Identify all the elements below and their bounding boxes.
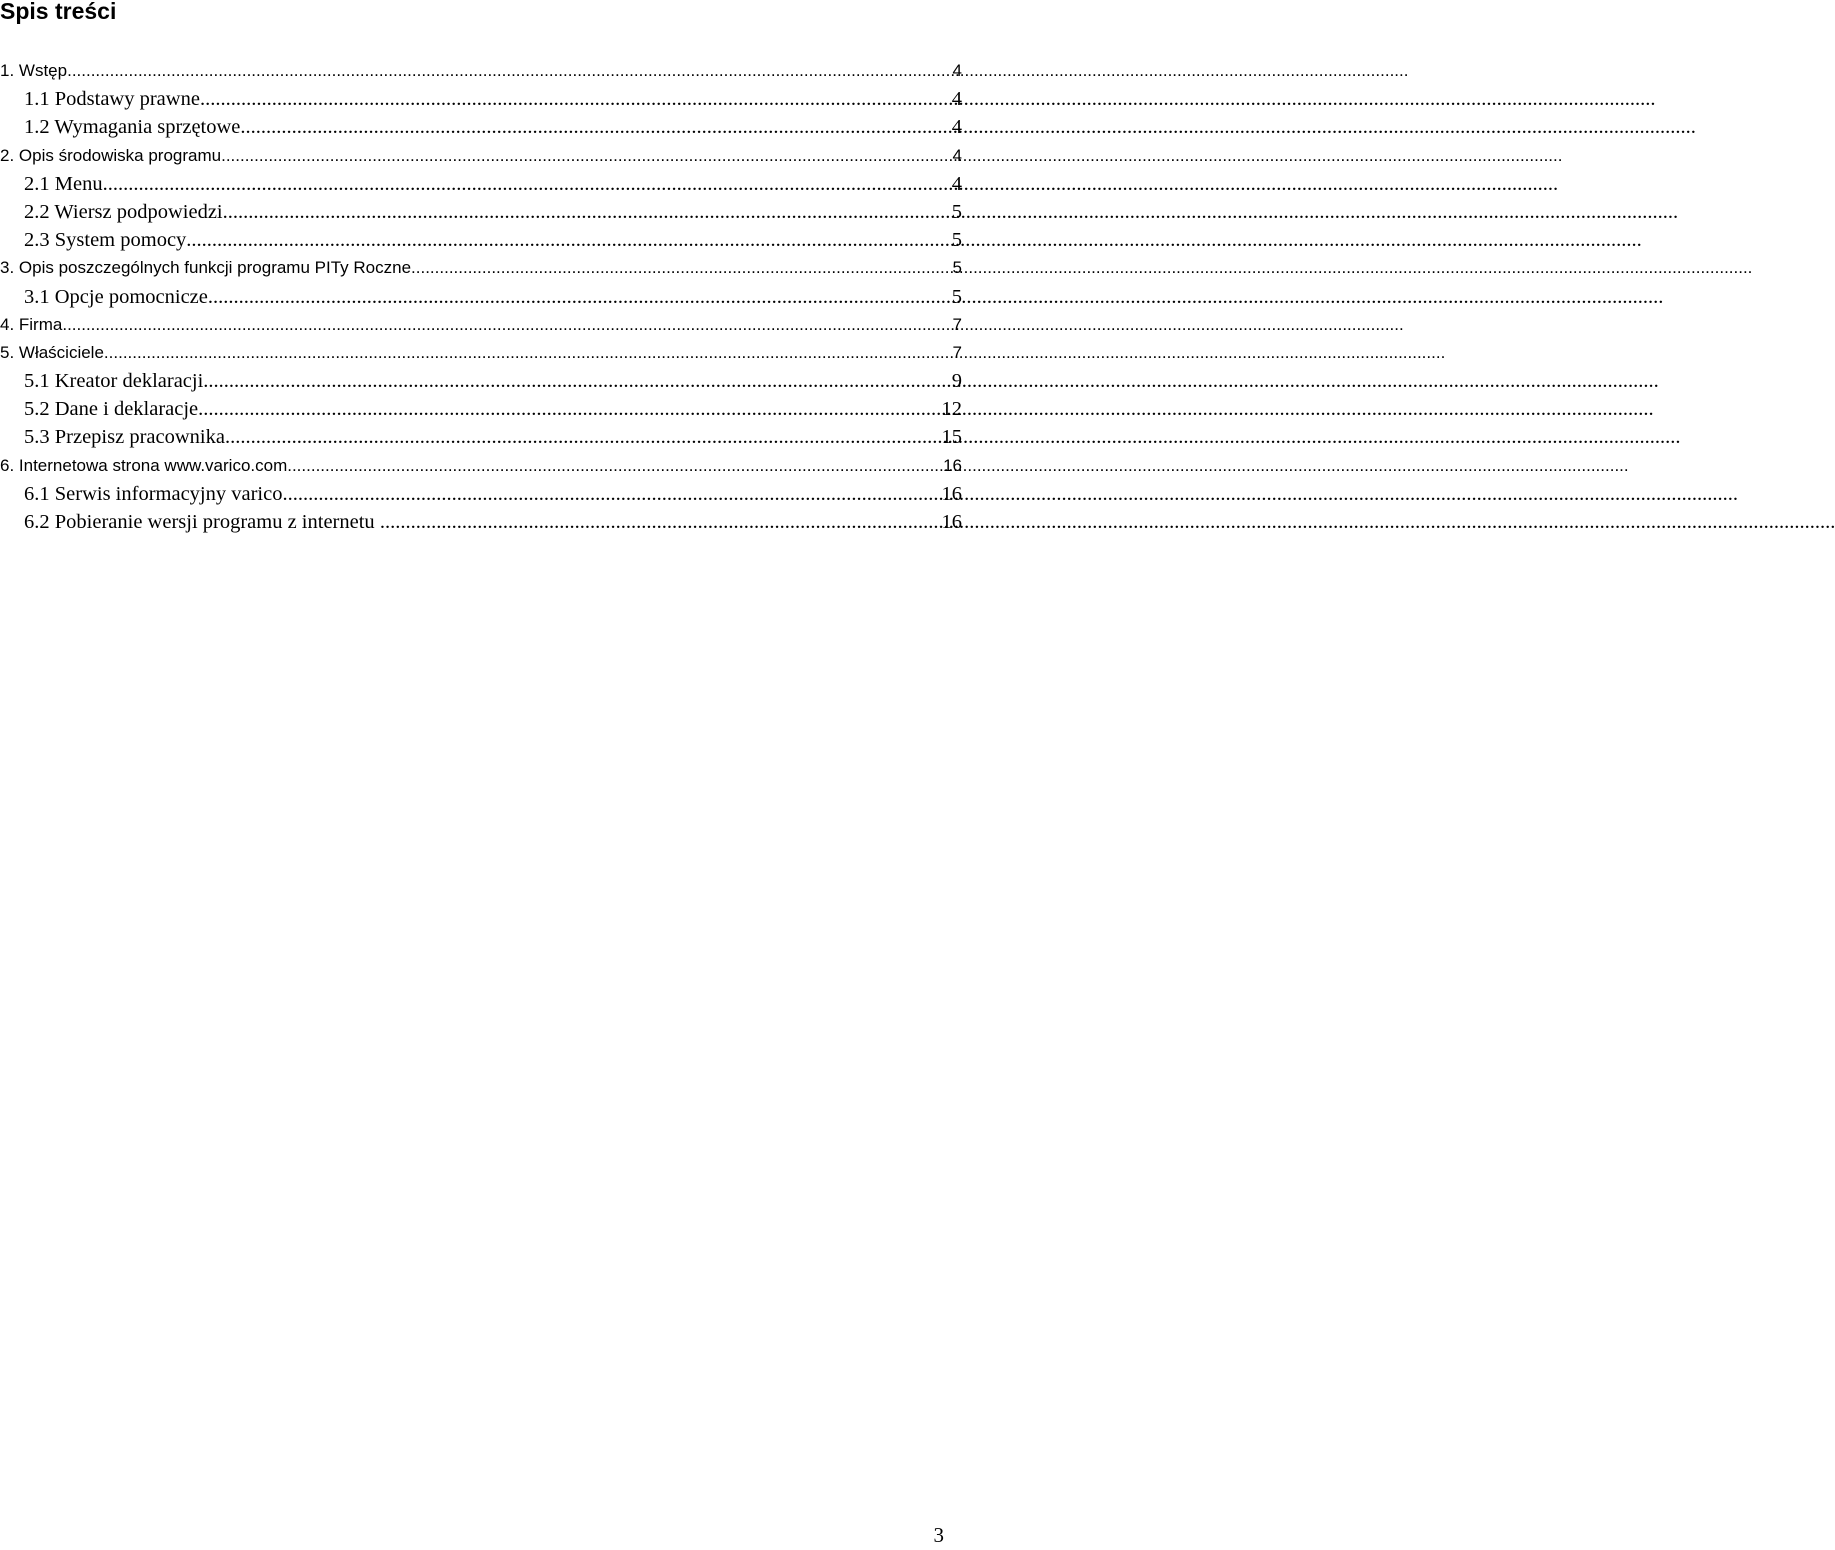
toc-entry[interactable]	[0, 367, 962, 395]
toc-entry-title: 2. Opis środowiska programu	[0, 145, 222, 165]
toc-entry-title: 1. Wstęp	[0, 61, 68, 80]
toc-dot-leader	[62, 311, 952, 339]
toc-dot-leader	[287, 452, 943, 480]
toc-entry-page: 9	[951, 370, 962, 393]
toc-entry-page: 4	[951, 116, 962, 139]
toc-entry-page: 4	[952, 61, 962, 80]
toc-entry-page: 16	[943, 455, 962, 475]
toc-entry-title: 1.2 Wymagania sprzętowe	[24, 116, 241, 139]
toc-title: Spis treści	[0, 0, 117, 24]
toc-entry-page: 15	[941, 426, 962, 449]
toc-entry-title: 2.1 Menu	[24, 172, 103, 195]
toc-entry-page: 7	[952, 314, 962, 334]
toc-dot-leader	[411, 254, 953, 282]
toc-entry-page: 16	[941, 482, 962, 505]
toc-entry[interactable]	[0, 283, 962, 311]
toc-entry-page: 4	[952, 145, 962, 165]
toc-dot-leader	[200, 85, 952, 113]
toc-entry[interactable]	[0, 198, 962, 226]
toc-entry-page: 12	[941, 398, 962, 421]
toc-entry[interactable]	[0, 339, 962, 367]
toc-dot-leader	[225, 423, 942, 451]
toc-entry-title: 5.3 Przepisz pracownika	[24, 426, 225, 449]
toc-entry-title: 2.2 Wiersz podpowiedzi	[24, 200, 223, 223]
toc-entry-title: 3.1 Opcje pomocnicze	[24, 285, 208, 308]
toc-dot-leader	[240, 113, 951, 141]
toc-dot-leader	[380, 508, 942, 536]
toc-entry[interactable]	[0, 254, 962, 282]
toc-dot-leader	[103, 170, 952, 198]
toc-dot-leader	[203, 367, 951, 395]
toc-entry-title: 3. Opis poszczególnych funkcji programu PITy Roczne	[0, 258, 412, 278]
toc-entry-page: 5	[951, 229, 962, 252]
toc-entry[interactable]	[0, 57, 962, 85]
toc-entry-title: 1.1 Podstawy prawne	[24, 88, 200, 111]
toc-entry-title: 5. Właściciele	[0, 342, 104, 362]
toc-entry-page: 5	[951, 285, 962, 308]
toc-dot-leader	[221, 142, 952, 170]
page-number: 3	[933, 1523, 944, 1547]
toc-entry-page: 4	[951, 88, 962, 111]
toc-entry-title: 5.2 Dane i deklaracje	[24, 398, 199, 421]
toc-entry-title: 5.1 Kreator deklaracji	[24, 370, 204, 393]
toc-entry-page: 5	[952, 258, 962, 278]
toc-entry-title: 6.1 Serwis informacyjny varico	[24, 482, 283, 505]
toc-entry-title: 6. Internetowa strona www.varico.com	[0, 455, 288, 475]
toc-dot-leader	[223, 198, 952, 226]
toc-entry[interactable]	[0, 311, 962, 339]
toc-entry[interactable]	[0, 226, 962, 254]
toc-dot-leader	[186, 226, 951, 254]
toc-dot-leader	[104, 339, 953, 367]
toc-entry-title: 4. Firma	[0, 314, 63, 334]
toc-entry-page: 4	[951, 172, 962, 195]
toc-entry[interactable]	[0, 142, 962, 170]
toc-entry[interactable]	[0, 113, 962, 141]
toc-entry-page: 7	[952, 342, 962, 362]
toc-dot-leader	[208, 283, 952, 311]
toc-dot-leader	[67, 57, 952, 85]
toc-entry[interactable]	[0, 452, 962, 480]
toc-entry-page: 16	[941, 511, 962, 533]
toc-dot-leader	[282, 480, 941, 508]
toc-entry-title: 2.3 System pomocy	[24, 229, 187, 252]
toc-dot-leader	[198, 395, 941, 423]
toc-entry-page: 5	[951, 200, 962, 223]
table-of-contents	[0, 57, 962, 536]
toc-entry[interactable]	[0, 508, 962, 536]
toc-entry-title: 6.2 Pobieranie wersji programu z internetu	[24, 511, 380, 533]
toc-entry[interactable]	[0, 480, 962, 508]
toc-entry[interactable]	[0, 85, 962, 113]
toc-entry[interactable]	[0, 170, 962, 198]
toc-entry[interactable]	[0, 423, 962, 451]
toc-entry[interactable]	[0, 395, 962, 423]
